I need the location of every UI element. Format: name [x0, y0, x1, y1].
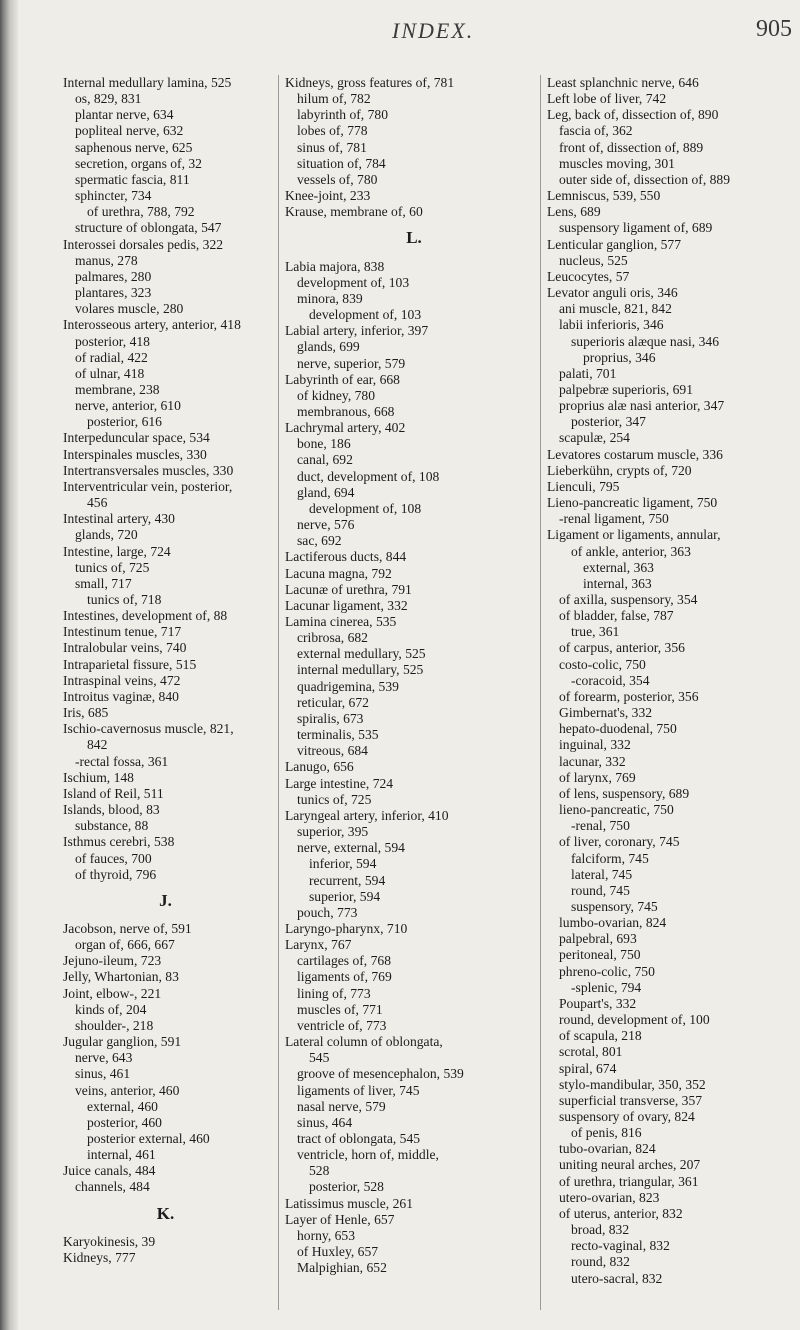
index-subentry: of kidney, 780 [297, 387, 376, 403]
index-subentry: sinus, 461 [75, 1066, 131, 1082]
index-entry: Intestinal artery, 430 [63, 511, 175, 527]
index-subentry: gland, 694 [297, 484, 355, 500]
index-subentry: inferior, 594 [309, 856, 377, 872]
index-subentry: labyrinth of, 780 [297, 107, 388, 123]
index-subentry: superficial transverse, 357 [559, 1092, 703, 1108]
index-subentry: cartilages of, 768 [297, 953, 391, 969]
index-subentry: groove of mesencephalon, 539 [297, 1066, 464, 1082]
index-entry: Lacuna magna, 792 [285, 565, 392, 581]
index-subentry: external, 460 [87, 1098, 158, 1114]
index-subentry: ligaments of liver, 745 [297, 1082, 420, 1098]
index-subentry: palpebral, 693 [559, 931, 637, 947]
index-subentry: veins, anterior, 460 [75, 1082, 180, 1098]
index-subentry: of forearm, posterior, 356 [559, 688, 699, 704]
index-subentry: proprius alæ nasi anterior, 347 [559, 398, 725, 414]
index-subentry: of ankle, anterior, 363 [571, 543, 691, 559]
index-subentry: Gimbernat's, 332 [559, 705, 653, 721]
index-subentry: development of, 103 [309, 307, 422, 323]
index-subentry: Poupart's, 332 [559, 995, 637, 1011]
index-subentry: hepato-duodenal, 750 [559, 721, 677, 737]
index-subentry: vessels of, 780 [297, 171, 378, 187]
index-subentry: of larynx, 769 [559, 769, 636, 785]
index-entry: Kidneys, 777 [63, 1249, 136, 1265]
index-subentry: tunics of, 725 [297, 791, 372, 807]
index-entry: Kidneys, gross features of, 781 [285, 75, 455, 90]
index-subentry: 528 [309, 1163, 330, 1179]
index-subentry: round, 745 [571, 882, 630, 898]
index-subentry: channels, 484 [75, 1179, 150, 1195]
index-subentry: utero-sacral, 832 [571, 1270, 663, 1286]
index-subentry: spiralis, 673 [297, 710, 364, 726]
index-subentry: scrotal, 801 [559, 1044, 623, 1060]
index-subentry: terminalis, 535 [297, 727, 379, 743]
index-subentry: muscles of, 771 [297, 1001, 383, 1017]
index-entry: Lienculi, 795 [547, 478, 620, 494]
index-subentry: internal, 363 [583, 575, 652, 591]
index-subentry: of lens, suspensory, 689 [559, 785, 690, 801]
index-subentry: true, 361 [571, 624, 620, 640]
index-entry: Lemniscus, 539, 550 [547, 188, 661, 204]
index-entry: Karyokinesis, 39 [63, 1233, 156, 1249]
index-subentry: of urethra, 788, 792 [87, 204, 195, 220]
index-subentry: of carpus, anterior, 356 [559, 640, 685, 656]
index-subentry: horny, 653 [297, 1227, 356, 1243]
index-subentry: suspensory ligament of, 689 [559, 220, 713, 236]
index-subentry: duct, development of, 108 [297, 468, 440, 484]
index-entry: Intertransversales muscles, 330 [63, 462, 234, 478]
index-entry: Lachrymal artery, 402 [285, 420, 406, 436]
index-subentry: superior, 594 [309, 888, 381, 904]
index-subentry: lieno-pancreatic, 750 [559, 802, 674, 818]
index-entry: Lieberkühn, crypts of, 720 [547, 462, 692, 478]
index-subentry: sinus, 464 [297, 1114, 353, 1130]
index-subentry: bone, 186 [297, 436, 351, 452]
index-column-3 [540, 75, 800, 1310]
index-subentry: spiral, 674 [559, 1060, 617, 1076]
index-entry: Lactiferous ducts, 844 [285, 549, 407, 565]
index-entry: Labia majora, 838 [285, 258, 385, 274]
index-subentry: glands, 699 [297, 339, 360, 355]
index-subentry: sinus of, 781 [297, 139, 367, 155]
index-entry: Labyrinth of ear, 668 [285, 371, 400, 387]
index-subentry: phreno-colic, 750 [559, 963, 655, 979]
index-entry: Laryngeal artery, inferior, 410 [285, 807, 449, 823]
index-subentry: of urethra, triangular, 361 [559, 1173, 699, 1189]
index-subentry: posterior, 616 [87, 414, 162, 430]
index-subentry: nerve, superior, 579 [297, 355, 406, 371]
index-subentry: lacunar, 332 [559, 753, 626, 769]
index-subentry: membranous, 668 [297, 403, 395, 419]
index-subentry: nucleus, 525 [559, 252, 628, 268]
index-subentry: of bladder, false, 787 [559, 608, 674, 624]
index-subentry: 456 [87, 495, 108, 511]
index-entry: Intraparietal fissure, 515 [63, 656, 197, 672]
index-subentry: of fauces, 700 [75, 850, 152, 866]
index-subentry: recurrent, 594 [309, 872, 386, 888]
index-subentry: of uterus, anterior, 832 [559, 1205, 683, 1221]
index-entry: Interventricular vein, posterior, [63, 478, 233, 494]
index-subentry: superioris alæque nasi, 346 [571, 333, 719, 349]
index-subentry: -renal, 750 [571, 818, 630, 834]
index-subentry: 545 [309, 1050, 330, 1066]
index-column-2 [278, 75, 543, 1310]
index-subentry: of liver, coronary, 745 [559, 834, 680, 850]
index-subentry: peritoneal, 750 [559, 947, 641, 963]
index-subentry: posterior, 460 [87, 1114, 162, 1130]
index-column-1 [63, 75, 268, 1266]
index-subentry: of axilla, suspensory, 354 [559, 592, 698, 607]
index-subentry: os, 829, 831 [75, 91, 142, 107]
index-subentry: fascia of, 362 [559, 123, 633, 139]
index-subentry: hilum of, 782 [297, 91, 371, 107]
index-entry: Large intestine, 724 [285, 775, 394, 791]
index-subentry: lumbo-ovarian, 824 [559, 915, 667, 931]
index-entry: Lenticular ganglion, 577 [547, 236, 682, 252]
index-subentry: plantar nerve, 634 [75, 107, 174, 123]
index-subentry: tunics of, 718 [87, 592, 162, 607]
index-subentry: round, development of, 100 [559, 1012, 710, 1028]
index-entry: Lanugo, 656 [285, 759, 354, 775]
index-entry: Island of Reil, 511 [63, 785, 164, 801]
index-subentry: external medullary, 525 [297, 646, 426, 662]
index-entry: Jejuno-ileum, 723 [63, 953, 162, 969]
index-entry: Lacunæ of urethra, 791 [285, 581, 412, 597]
index-subentry: nasal nerve, 579 [297, 1098, 386, 1114]
index-entry: Knee-joint, 233 [285, 188, 371, 204]
index-entry: Left lobe of liver, 742 [547, 91, 667, 107]
index-subentry: -renal ligament, 750 [559, 511, 669, 527]
index-entry: Larynx, 767 [285, 937, 352, 953]
index-subentry: -splenic, 794 [571, 979, 642, 995]
index-subentry: internal medullary, 525 [297, 662, 424, 678]
index-subentry: manus, 278 [75, 252, 138, 268]
index-entry: Internal medullary lamina, 525 [63, 75, 232, 90]
index-subentry: palati, 701 [559, 365, 617, 381]
index-subentry: lining of, 773 [297, 985, 371, 1001]
index-subentry: tract of oblongata, 545 [297, 1131, 421, 1146]
index-subentry: nerve, 576 [297, 517, 355, 533]
index-subentry: proprius, 346 [583, 349, 656, 365]
index-subentry: of ulnar, 418 [75, 365, 145, 381]
index-subentry: superior, 395 [297, 824, 369, 840]
index-subentry: ventricle, horn of, middle, [297, 1147, 439, 1163]
index-subentry: secretion, organs of, 32 [75, 155, 202, 171]
index-subentry: round, 832 [571, 1254, 630, 1270]
index-entry: Lens, 689 [547, 204, 601, 220]
index-entry: Intraspinal veins, 472 [63, 672, 181, 688]
index-subentry: saphenous nerve, 625 [75, 139, 193, 155]
index-entry: Jelly, Whartonian, 83 [63, 969, 179, 985]
index-subentry: posterior external, 460 [87, 1131, 210, 1146]
index-subentry: of scapula, 218 [559, 1028, 642, 1044]
index-subentry: ventricle of, 773 [297, 1017, 387, 1033]
index-subentry: minora, 839 [297, 290, 363, 306]
index-subentry: development of, 103 [297, 274, 410, 290]
index-subentry: reticular, 672 [297, 694, 369, 710]
index-entry: Intralobular veins, 740 [63, 640, 187, 656]
index-entry: Interossei dorsales pedis, 322 [63, 236, 224, 252]
index-entry: Interosseous artery, anterior, 418 [63, 317, 241, 333]
index-entry: Intestine, large, 724 [63, 543, 171, 559]
index-subentry: -coracoid, 354 [571, 672, 650, 688]
index-subentry: pouch, 773 [297, 904, 358, 920]
index-subentry: tubo-ovarian, 824 [559, 1141, 656, 1157]
index-subentry: lateral, 745 [571, 866, 633, 882]
index-subentry: posterior, 418 [75, 333, 150, 349]
index-subentry: popliteal nerve, 632 [75, 123, 184, 139]
index-entry: Jugular ganglion, 591 [63, 1034, 182, 1050]
index-entry: Intestines, development of, 88 [63, 608, 228, 624]
index-subentry: glands, 720 [75, 527, 138, 543]
index-subentry: internal, 461 [87, 1147, 156, 1163]
index-entry: Isthmus cerebri, 538 [63, 834, 175, 850]
index-subentry: of Huxley, 657 [297, 1244, 379, 1260]
index-subentry: costo-colic, 750 [559, 656, 646, 672]
index-subentry: lobes of, 778 [297, 123, 368, 139]
index-entry: Jacobson, nerve of, 591 [63, 920, 192, 936]
index-subentry: labii inferioris, 346 [559, 317, 664, 333]
index-subentry: Malpighian, 652 [297, 1260, 387, 1276]
section-letter-heading: J. [159, 890, 172, 910]
index-subentry: palmares, 280 [75, 268, 152, 284]
index-subentry: utero-ovarian, 823 [559, 1189, 660, 1205]
index-entry: Labial artery, inferior, 397 [285, 323, 429, 339]
section-letter-heading: K. [156, 1203, 175, 1223]
index-subentry: membrane, 238 [75, 381, 160, 397]
index-subentry: structure of oblongata, 547 [75, 220, 222, 236]
page-number: 905 [756, 16, 792, 42]
index-subentry: suspensory of ovary, 824 [559, 1109, 695, 1124]
index-subentry: vitreous, 684 [297, 743, 368, 759]
index-subentry: sphincter, 734 [75, 188, 152, 204]
index-subentry: nerve, anterior, 610 [75, 398, 181, 414]
index-entry: Intestinum tenue, 717 [63, 624, 182, 640]
index-subentry: recto-vaginal, 832 [571, 1238, 670, 1254]
page-title: INDEX. [392, 18, 475, 43]
index-entry: Interspinales muscles, 330 [63, 446, 207, 462]
index-subentry: nerve, 643 [75, 1050, 133, 1066]
index-subentry: cribrosa, 682 [297, 630, 368, 646]
index-subentry: volares muscle, 280 [75, 301, 184, 317]
index-entry: Interpeduncular space, 534 [63, 430, 210, 446]
index-subentry: ligaments of, 769 [297, 969, 392, 985]
index-entry: Lateral column of oblongata, [285, 1034, 443, 1050]
index-subentry: broad, 832 [571, 1222, 630, 1238]
index-subentry: external, 363 [583, 559, 654, 575]
index-entry: Leg, back of, dissection of, 890 [547, 107, 719, 123]
index-entry: Krause, membrane of, 60 [285, 204, 423, 220]
index-subentry: front of, dissection of, 889 [559, 139, 704, 155]
index-subentry: posterior, 347 [571, 414, 646, 430]
index-subentry: nerve, external, 594 [297, 840, 405, 856]
index-subentry: sac, 692 [297, 533, 342, 549]
index-entry: Ischio-cavernosus muscle, 821, [63, 721, 234, 737]
index-subentry: shoulder-, 218 [75, 1017, 154, 1033]
index-subentry: -rectal fossa, 361 [75, 753, 169, 769]
index-subentry: canal, 692 [297, 452, 353, 468]
index-subentry: ani muscle, 821, 842 [559, 301, 672, 317]
index-subentry: plantares, 323 [75, 285, 152, 301]
index-entry: Leucocytes, 57 [547, 268, 630, 284]
index-subentry: muscles moving, 301 [559, 155, 675, 171]
index-subentry: situation of, 784 [297, 155, 386, 171]
index-subentry: scapulæ, 254 [559, 430, 630, 446]
index-entry: Ligament or ligaments, annular, [547, 527, 721, 543]
index-entry: Islands, blood, 83 [63, 802, 160, 818]
index-entry: Layer of Henle, 657 [285, 1211, 395, 1227]
index-entry: Laryngo-pharynx, 710 [285, 920, 408, 936]
index-entry: Latissimus muscle, 261 [285, 1195, 413, 1211]
index-subentry: organ of, 666, 667 [75, 937, 175, 953]
index-subentry: outer side of, dissection of, 889 [559, 171, 731, 187]
index-entry: Ischium, 148 [63, 769, 134, 785]
index-subentry: of thyroid, 796 [75, 866, 157, 882]
index-subentry: of penis, 816 [571, 1125, 642, 1141]
index-entry: Least splanchnic nerve, 646 [547, 75, 699, 90]
index-subentry: 842 [87, 737, 108, 753]
index-subentry: development of, 108 [309, 500, 422, 516]
index-entry: Juice canals, 484 [63, 1163, 156, 1179]
index-subentry: of radial, 422 [75, 349, 148, 365]
index-subentry: falciform, 745 [571, 850, 649, 866]
index-entry: Iris, 685 [63, 705, 109, 721]
index-subentry: tunics of, 725 [75, 559, 150, 575]
index-subentry: suspensory, 745 [571, 898, 658, 914]
index-entry: Lamina cinerea, 535 [285, 614, 397, 629]
index-subentry: palpebræ superioris, 691 [559, 381, 694, 397]
index-entry: Lieno-pancreatic ligament, 750 [547, 495, 718, 511]
section-letter-heading: L. [406, 228, 422, 248]
index-entry: Introitus vaginæ, 840 [63, 688, 179, 704]
index-subentry: inguinal, 332 [559, 737, 631, 753]
index-entry: Levator anguli oris, 346 [547, 285, 678, 301]
index-subentry: kinds of, 204 [75, 1001, 147, 1017]
index-subentry: substance, 88 [75, 818, 149, 834]
index-subentry: stylo-mandibular, 350, 352 [559, 1076, 706, 1092]
index-subentry: uniting neural arches, 207 [559, 1157, 701, 1173]
index-subentry: posterior, 528 [309, 1179, 384, 1195]
index-entry: Joint, elbow-, 221 [63, 985, 162, 1001]
index-entry: Levatores costarum muscle, 336 [547, 446, 723, 462]
index-subentry: quadrigemina, 539 [297, 678, 399, 694]
index-entry: Lacunar ligament, 332 [285, 597, 408, 613]
index-subentry: spermatic fascia, 811 [75, 171, 190, 187]
index-subentry: small, 717 [75, 575, 132, 591]
